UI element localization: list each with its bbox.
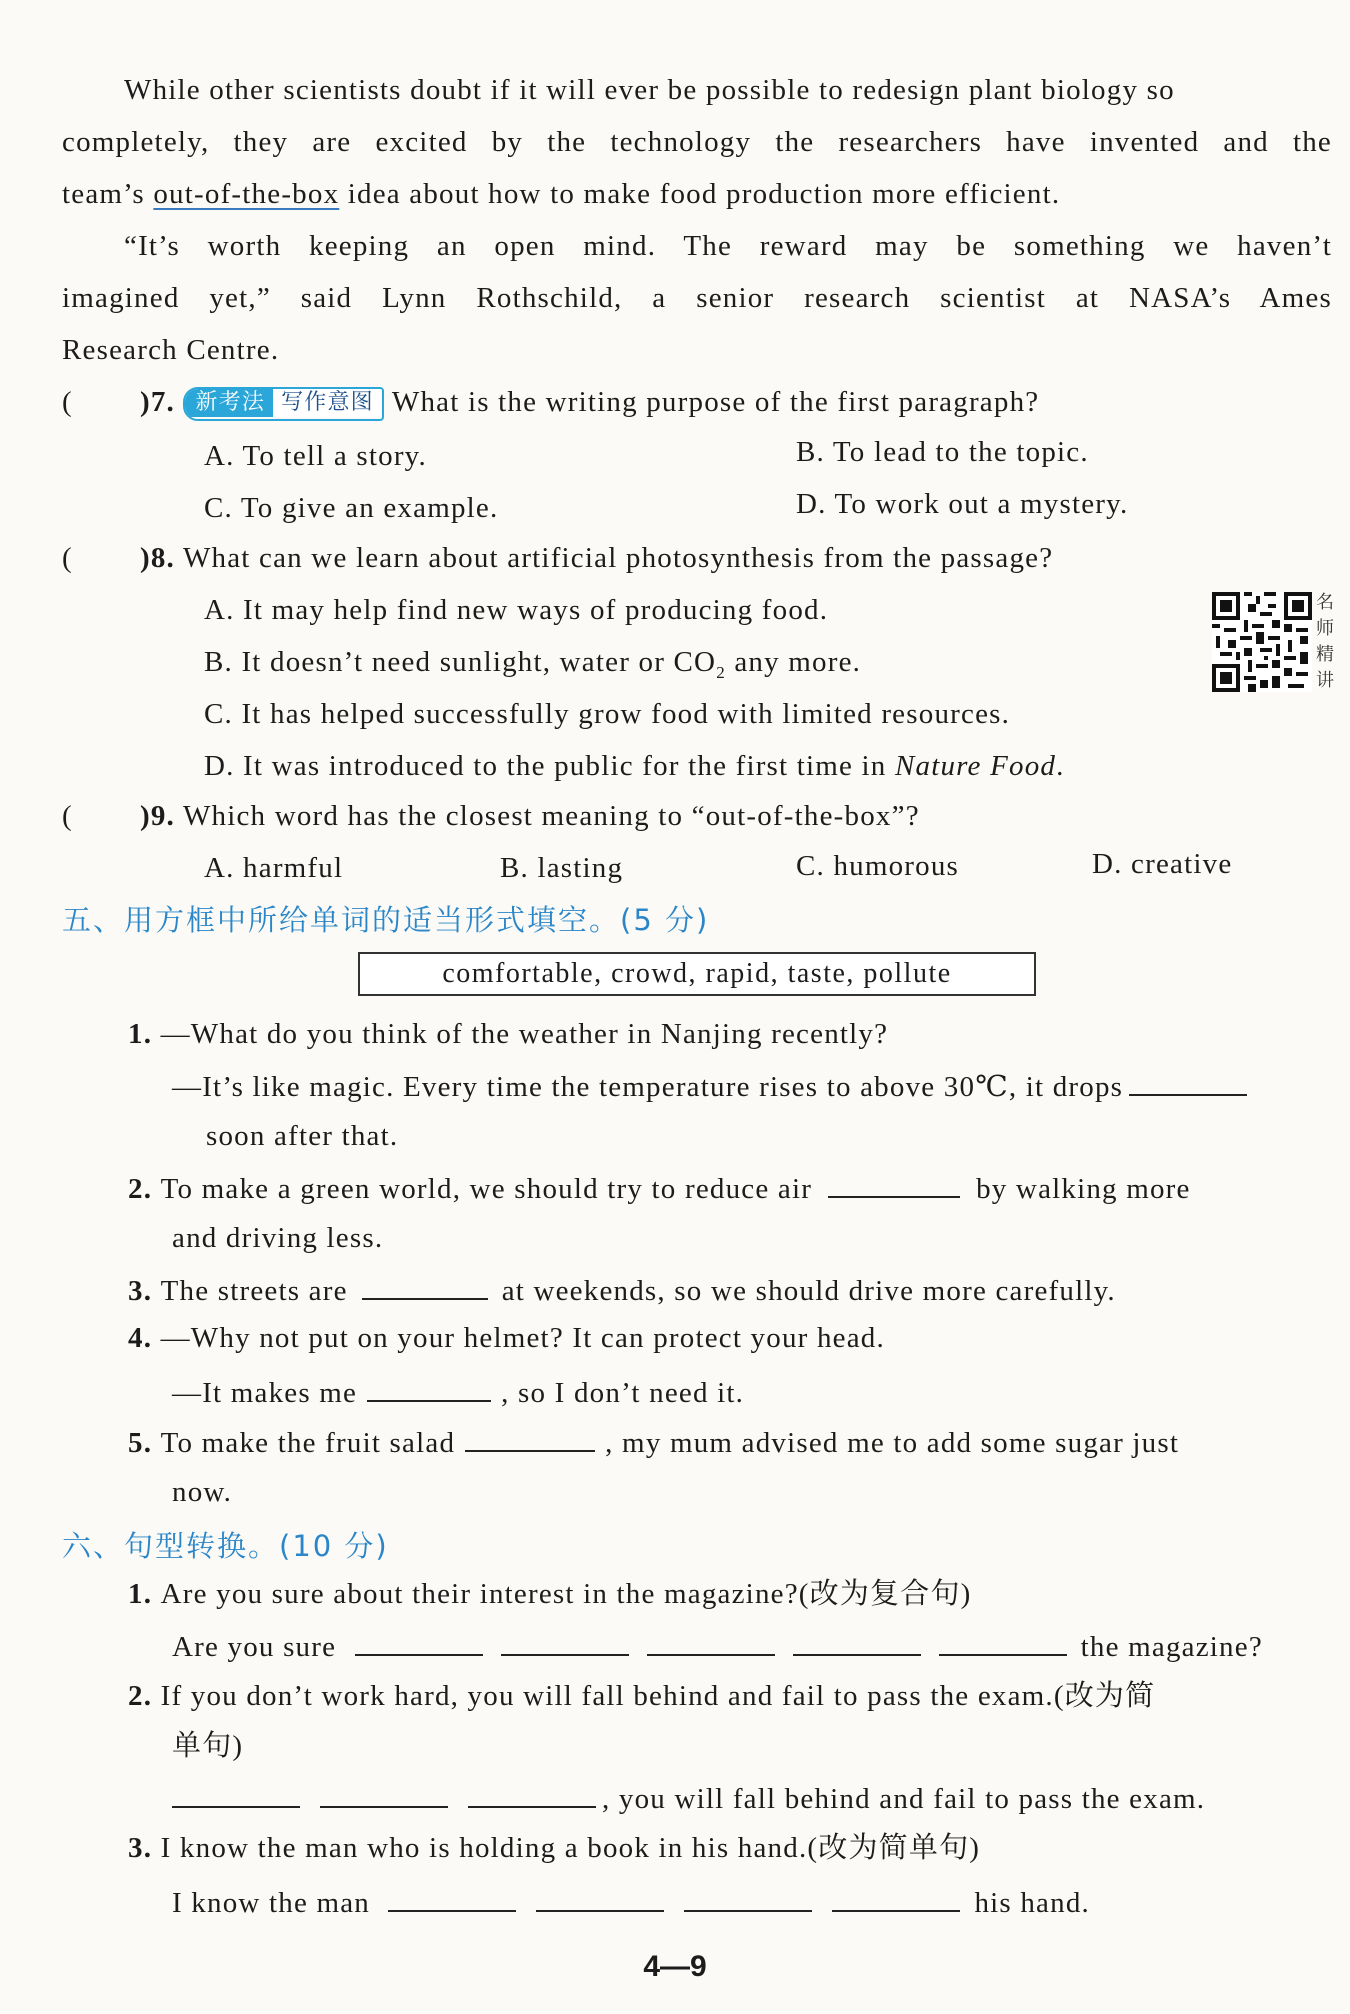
passage-p2-line1: “It’s worth keeping an open mind. The reward may be something we haven’t: [124, 230, 1332, 262]
s6-item-2-line3: [172, 1778, 1205, 1817]
s5-item-1-line2: [172, 1066, 1253, 1105]
answer-blank[interactable]: [793, 1626, 921, 1656]
q8-option-a[interactable]: A. It may help find new ways of producing food.: [204, 594, 829, 626]
answer-blank[interactable]: [465, 1422, 595, 1452]
qr-label-char: 讲: [1316, 670, 1334, 691]
item-number: 1.: [128, 1578, 153, 1610]
answer-paren-q7[interactable]: (: [62, 386, 72, 418]
option-text: B. It doesn’t need sunlight, water or CO: [204, 646, 717, 678]
item-text: To make a green world, we should try to reduce air: [160, 1173, 813, 1205]
s6-item-2-line1: [128, 1678, 1155, 1714]
item-number: 4.: [128, 1322, 153, 1354]
item-text: , so I don’t need it.: [501, 1377, 745, 1409]
q7-option-b[interactable]: B. To lead to the topic.: [796, 436, 1089, 468]
passage-p2-line3: Research Centre.: [62, 334, 280, 366]
section-6-title: 六、句型转换。(10 分): [62, 1529, 389, 1563]
q8-option-d[interactable]: [204, 748, 1065, 784]
s6-item-1-line2: [172, 1626, 1263, 1665]
s5-item-4-line2: [172, 1372, 744, 1411]
s6-item-3-line2: [172, 1882, 1090, 1921]
item-number: 3.: [128, 1275, 153, 1307]
item-text: —What do you think of the weather in Nanjing recently?: [160, 1018, 889, 1050]
q9-option-a[interactable]: A. harmful: [204, 852, 344, 884]
answer-paren-q9[interactable]: (: [62, 800, 72, 832]
passage-p2-line2: imagined yet,” said Lynn Rothschild, a senior research scientist at NASA’s Ames: [62, 282, 1332, 314]
journal-name: Nature Food: [894, 750, 1057, 782]
s5-item-1-line3: soon after that.: [206, 1120, 399, 1152]
option-text: D. It was introduced to the public for the first time in: [204, 750, 895, 782]
q7-option-a[interactable]: A. To tell a story.: [204, 440, 427, 472]
s5-item-5-line2: now.: [172, 1476, 233, 1508]
badge-type: 写作意图: [273, 389, 382, 417]
answer-paren-q8[interactable]: (: [62, 542, 72, 574]
s6-item-1-line1: [128, 1576, 972, 1612]
qr-code-icon[interactable]: [1212, 592, 1312, 692]
s6-item-3-line1: [128, 1830, 980, 1866]
s5-item-5-line1: [128, 1422, 1179, 1461]
q7-option-d[interactable]: D. To work out a mystery.: [796, 488, 1129, 520]
question-text: Which word has the closest meaning to “out-of-the-box”?: [182, 800, 920, 832]
answer-blank[interactable]: [367, 1372, 491, 1402]
answer-blank[interactable]: [355, 1626, 483, 1656]
question-number: )8.: [140, 542, 176, 574]
q9-option-d[interactable]: D. creative: [1092, 848, 1233, 880]
item-text: , my mum advised me to add some sugar just: [605, 1427, 1180, 1459]
answer-blank[interactable]: [684, 1882, 812, 1912]
answer-blank[interactable]: [362, 1270, 488, 1300]
answer-blank[interactable]: [388, 1882, 516, 1912]
badge-label: 新考法: [185, 389, 273, 417]
q9-option-c[interactable]: C. humorous: [796, 850, 960, 882]
item-text: To make the fruit salad: [160, 1427, 456, 1459]
item-text: by walking more: [976, 1173, 1191, 1205]
question-7: [140, 384, 1039, 421]
item-text: at weekends, so we should drive more carefully.: [501, 1275, 1116, 1307]
answer-blank[interactable]: [536, 1882, 664, 1912]
item-text: —It’s like magic. Every time the temperature rises to above 30℃, it drops: [172, 1071, 1124, 1103]
answer-blank[interactable]: [647, 1626, 775, 1656]
s5-item-3: [128, 1270, 1116, 1309]
qr-label: [1316, 590, 1338, 694]
q9-option-b[interactable]: B. lasting: [500, 852, 624, 884]
s5-item-1-line1: [128, 1016, 888, 1052]
answer-blank[interactable]: [1129, 1066, 1247, 1096]
item-text: —Why not put on your helmet? It can protect your head.: [160, 1322, 885, 1354]
answer-blank[interactable]: [468, 1778, 596, 1808]
s5-item-2-line2: and driving less.: [172, 1222, 384, 1254]
qr-label-char: 精: [1316, 644, 1334, 665]
question-number: )9.: [140, 800, 176, 832]
question-8: [140, 540, 1053, 576]
question-9: [140, 798, 920, 834]
option-text: .: [1056, 750, 1065, 782]
item-text: Are you sure about their interest in the magazine?(改为复合句): [160, 1578, 972, 1610]
answer-blank[interactable]: [832, 1882, 960, 1912]
question-text: What is the writing purpose of the first paragraph?: [391, 386, 1040, 418]
item-text: I know the man who is holding a book in his hand.(改为简单句): [160, 1832, 981, 1864]
qr-label-char: 师: [1316, 618, 1334, 639]
passage-text: team’s: [62, 178, 154, 210]
answer-blank[interactable]: [828, 1168, 960, 1198]
q7-option-c[interactable]: C. To give an example.: [204, 492, 499, 524]
s5-item-4-line1: [128, 1320, 885, 1356]
item-number: 2.: [128, 1680, 153, 1712]
q8-option-b[interactable]: [204, 644, 861, 691]
subscript: 2: [716, 662, 726, 682]
page-number: 4—9: [643, 1950, 707, 1983]
item-number: 2.: [128, 1173, 153, 1205]
new-exam-badge: [183, 387, 383, 421]
question-number: )7.: [140, 386, 176, 418]
item-text: —It makes me: [172, 1377, 358, 1409]
item-text: I know the man: [172, 1887, 371, 1919]
s6-item-2-line2: 单句): [172, 1730, 244, 1762]
item-number: 3.: [128, 1832, 153, 1864]
option-text: any more.: [725, 646, 862, 678]
underlined-phrase: out-of-the-box: [153, 178, 340, 210]
section-5-title: 五、用方框中所给单词的适当形式填空。(5 分): [62, 903, 710, 937]
passage-p1-line2: completely, they are excited by the technology the researchers have invented and the: [62, 126, 1332, 158]
item-text: his hand.: [974, 1887, 1090, 1919]
item-text: If you don’t work hard, you will fall behind and fail to pass the exam.(改为简: [160, 1680, 1156, 1712]
qr-label-char: 名: [1316, 592, 1334, 613]
item-number: 5.: [128, 1427, 153, 1459]
item-text: , you will fall behind and fail to pass the exam.: [602, 1783, 1206, 1815]
q8-option-c[interactable]: C. It has helped successfully grow food with limited resources.: [204, 698, 1011, 730]
passage-text: idea about how to make food production more efficient.: [339, 178, 1061, 210]
passage-p1-line3: [62, 176, 1060, 212]
answer-blank[interactable]: [939, 1626, 1067, 1656]
question-text: What can we learn about artificial photosynthesis from the passage?: [182, 542, 1054, 574]
passage-p1-line1: While other scientists doubt if it will ever be possible to redesign plant biology so: [124, 74, 1175, 106]
answer-blank[interactable]: [320, 1778, 448, 1808]
s5-item-2-line1: [128, 1168, 1191, 1207]
item-text: Are you sure: [172, 1631, 337, 1663]
answer-blank[interactable]: [172, 1778, 300, 1808]
item-number: 1.: [128, 1018, 153, 1050]
item-text: The streets are: [160, 1275, 348, 1307]
item-text: the magazine?: [1080, 1631, 1263, 1663]
answer-blank[interactable]: [501, 1626, 629, 1656]
word-box: comfortable, crowd, rapid, taste, pollute: [358, 952, 1036, 996]
